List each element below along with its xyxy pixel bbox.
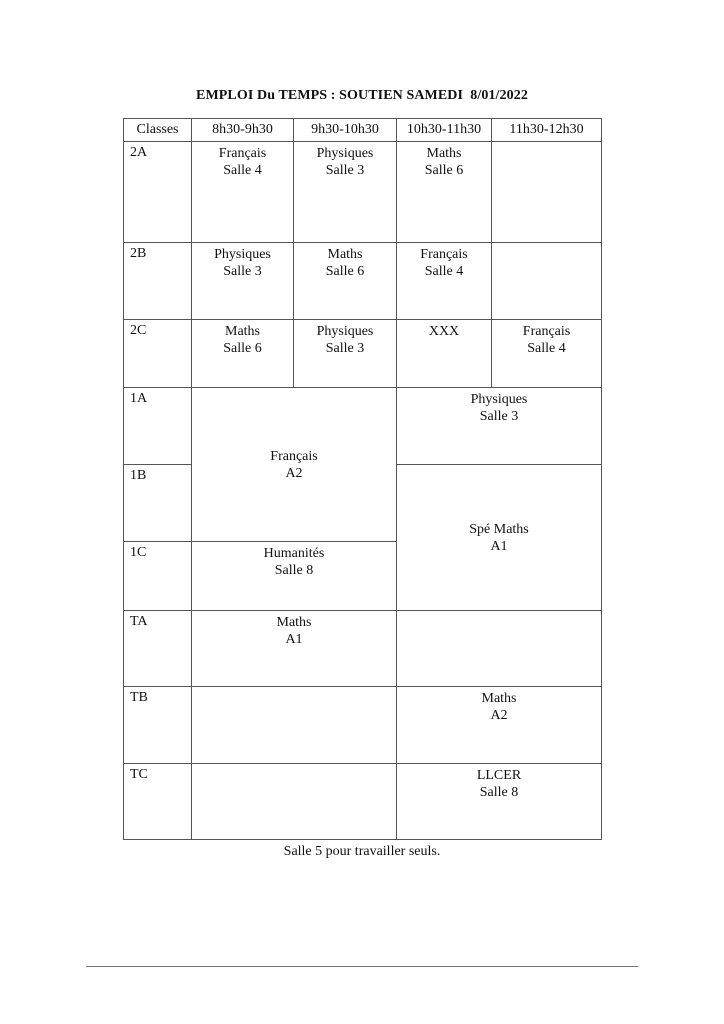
cell-1a-1b-francais [192,388,397,542]
room: Salle 3 [325,341,365,356]
cell-1a-physiques [397,388,602,465]
table-row-2a [124,142,602,243]
cell-2a-slot-1 [192,142,294,243]
header-slot-3: 10h30-11h30 [397,119,492,142]
header-slot-1: 8h30-9h30 [192,119,294,142]
room: Salle 4 [223,163,262,178]
cell-tc-empty [192,764,397,840]
room: Salle 8 [479,785,519,800]
page-divider [86,966,638,967]
table-row-1a [124,388,602,465]
class-label-1c: 1C [124,542,192,611]
cell-2c-slot-1 [192,320,294,388]
cell-tc-llcer [397,764,602,840]
cell-2b-slot-3 [397,243,492,320]
table-row-tc [124,764,602,840]
cell-tb-empty [192,687,397,764]
subject: Physiques [214,247,271,262]
header-slot-4: 11h30-12h30 [492,119,602,142]
room: Salle 6 [325,264,365,279]
table-row-2c [124,320,602,388]
subject: Maths [327,247,363,262]
class-label-2c: 2C [124,320,192,388]
header-row [124,119,602,142]
room: Salle 6 [223,341,262,356]
header-classes: Classes [124,119,192,142]
table-row-ta [124,611,602,687]
room: A2 [285,465,303,481]
footer-note: Salle 5 pour travailler seuls. [283,844,441,859]
page-title: EMPLOI Du TEMPS : SOUTIEN SAMEDI 8/01/2022 [196,88,528,103]
cell-ta-empty [397,611,602,687]
table-row-2b [124,243,602,320]
room: Salle 3 [479,409,519,424]
cell-2b-slot-1 [192,243,294,320]
class-label-tc: TC [124,764,192,840]
cell-2b-slot-4 [492,243,602,320]
class-label-tb: TB [124,687,192,764]
class-label-ta: TA [124,611,192,687]
subject: Physiques [316,146,374,161]
subject: Maths [225,324,260,339]
room: A1 [285,632,303,647]
header-slot-2: 9h30-10h30 [294,119,397,142]
cell-2a-slot-4 [492,142,602,243]
room: Salle 3 [325,163,365,178]
cell-2b-slot-2 [294,243,397,320]
cell-2a-slot-2 [294,142,397,243]
table-row-tb [124,687,602,764]
cell-1b-1c-spe-maths [397,465,602,611]
class-label-1b: 1B [124,465,192,542]
room: Salle 6 [424,163,464,178]
subject: Humanités [263,546,325,561]
cell-ta-maths [192,611,397,687]
subject: Français [218,146,267,161]
subject: Physiques [470,392,528,407]
subject: Français [270,448,318,464]
subject: Maths [276,615,312,630]
room: Salle 8 [274,563,314,578]
cell-2c-slot-4 [492,320,602,388]
room: Salle 4 [527,341,566,356]
subject: Physiques [316,324,374,339]
subject: LLCER [476,768,522,783]
class-label-2a: 2A [124,142,192,243]
cell-2c-slot-2 [294,320,397,388]
room: Salle 4 [424,264,464,279]
room: A2 [490,708,508,723]
class-label-1a: 1A [124,388,192,465]
room: Salle 3 [223,264,262,279]
subject: XXX [428,324,460,339]
cell-2c-slot-3 [397,320,492,388]
cell-1c-humanites [192,542,397,611]
subject: Maths [426,146,462,161]
subject: Maths [481,691,517,706]
subject: Spé Maths [469,521,529,537]
cell-tb-maths [397,687,602,764]
subject: Français [522,324,571,339]
cell-2a-slot-3 [397,142,492,243]
room: A1 [490,538,508,554]
timetable [123,118,602,840]
subject: Français [420,247,468,262]
class-label-2b: 2B [124,243,192,320]
